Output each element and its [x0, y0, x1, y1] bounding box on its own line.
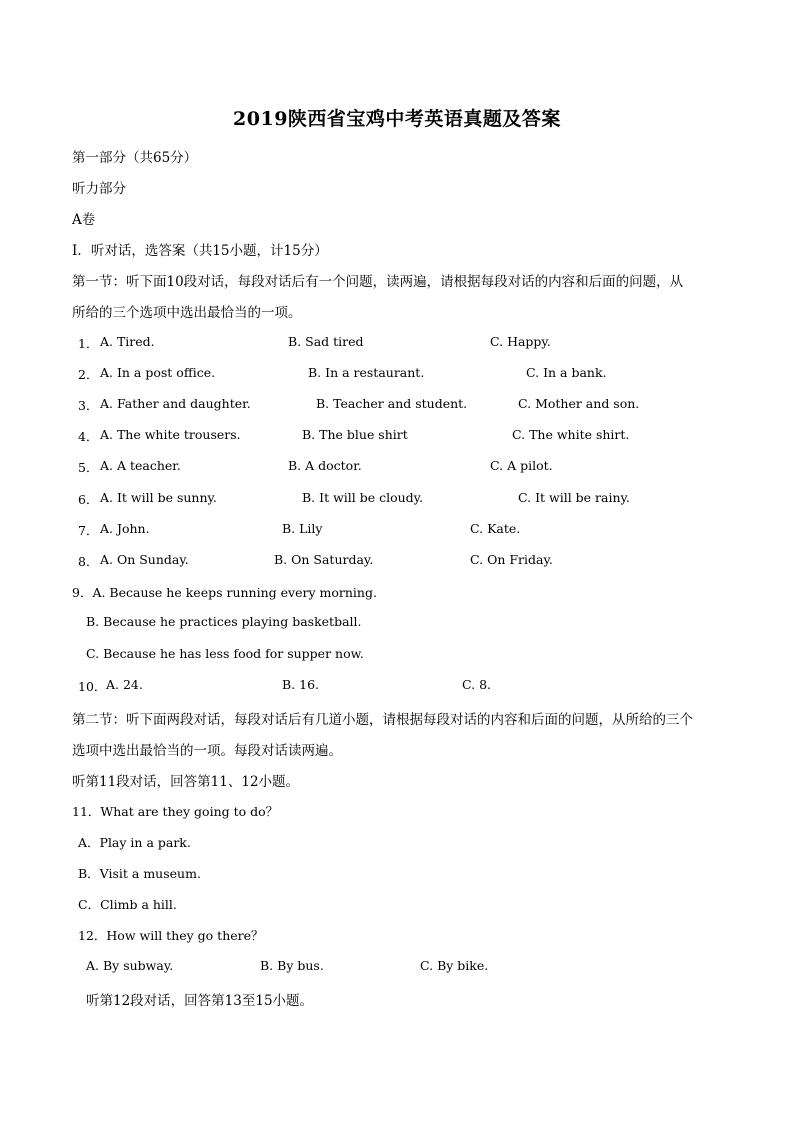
option-c: C. By bike. [420, 958, 489, 973]
dialog-12-intro: 听第12段对话，回答第13至15小题。 [86, 993, 314, 1009]
question-number: 1． [78, 336, 99, 351]
option-b: B. A doctor. [288, 458, 362, 473]
question-number: 2． [78, 367, 99, 382]
option-c: C. The white shirt. [512, 427, 630, 442]
option-a: A. A teacher. [100, 458, 181, 473]
listening-heading: 听力部分 [72, 181, 126, 197]
option-c: C. On Friday. [470, 552, 553, 567]
option-c: C. 8. [462, 677, 491, 692]
option-b: B. On Saturday. [274, 552, 374, 567]
question-9-option-b: B. Because he practices playing basketball. [86, 614, 362, 629]
option-a: A. 24. [106, 677, 143, 692]
section1-instruction-cont: 所给的三个选项中选出最恰当的一项。 [72, 305, 302, 321]
question-11-option-c: C．Climb a hill. [78, 897, 177, 912]
page-title: 2019陕西省宝鸡中考英语真题及答案 [233, 108, 561, 130]
section1-instruction: 第一节：听下面10段对话，每段对话后有一个问题，读两遍，请根据每段对话的内容和后面的问题，从 [72, 274, 684, 290]
question-number: 3． [78, 398, 99, 413]
option-a: A. The white trousers. [100, 427, 241, 442]
volume-heading: A卷 [72, 212, 96, 228]
question-number: 7． [78, 523, 99, 538]
option-b: B. Sad tired [288, 334, 364, 349]
part-heading: 第一部分（共65分） [72, 150, 198, 166]
option-c: C. A pilot. [490, 458, 553, 473]
option-b: B. 16. [282, 677, 320, 692]
option-c: C. Mother and son. [518, 396, 640, 411]
option-b: B. Lily [282, 521, 323, 536]
option-a: A. In a post office. [100, 365, 216, 380]
section2-instruction: 第二节：听下面两段对话，每段对话后有几道小题，请根据每段对话的内容和后面的问题，从所给的三个 [72, 712, 693, 728]
option-a: A. Father and daughter. [100, 396, 251, 411]
question-number: 5． [78, 460, 99, 475]
question-11-option-a: A．Play in a park. [78, 835, 191, 850]
option-b: B. In a restaurant. [308, 365, 425, 380]
option-c: C. In a bank. [526, 365, 607, 380]
question-11: 11．What are they going to do？ [72, 804, 279, 819]
question-9-option-c: C. Because he has less food for supper now. [86, 646, 364, 661]
option-b: B. Teacher and student. [316, 396, 468, 411]
question-12: 12．How will they go there？ [78, 928, 264, 943]
option-b: B. By bus. [260, 958, 324, 973]
option-c: C. Kate. [470, 521, 521, 536]
option-a: A. By subway. [86, 958, 174, 973]
question-number: 8． [78, 554, 99, 569]
option-c: C. Happy. [490, 334, 551, 349]
question-number: 6． [78, 492, 99, 507]
option-a: A. Tired. [100, 334, 155, 349]
option-a: A. John. [100, 521, 150, 536]
section2-instruction-cont: 选项中选出最恰当的一项。每段对话读两遍。 [72, 743, 342, 759]
question-9-option-a: 9．A. Because he keeps running every morning. [72, 585, 377, 600]
option-c: C. It will be rainy. [518, 490, 630, 505]
dialog-11-intro: 听第11段对话，回答第11、12小题。 [72, 774, 300, 790]
option-b: B. The blue shirt [302, 427, 408, 442]
question-number: 10． [78, 679, 107, 694]
option-a: A. On Sunday. [100, 552, 189, 567]
question-11-option-b: B．Visit a museum. [78, 866, 201, 881]
section-heading: I．听对话，选答案（共15小题，计15分） [72, 243, 328, 259]
option-a: A. It will be sunny. [100, 490, 217, 505]
option-b: B. It will be cloudy. [302, 490, 424, 505]
question-number: 4． [78, 429, 99, 444]
